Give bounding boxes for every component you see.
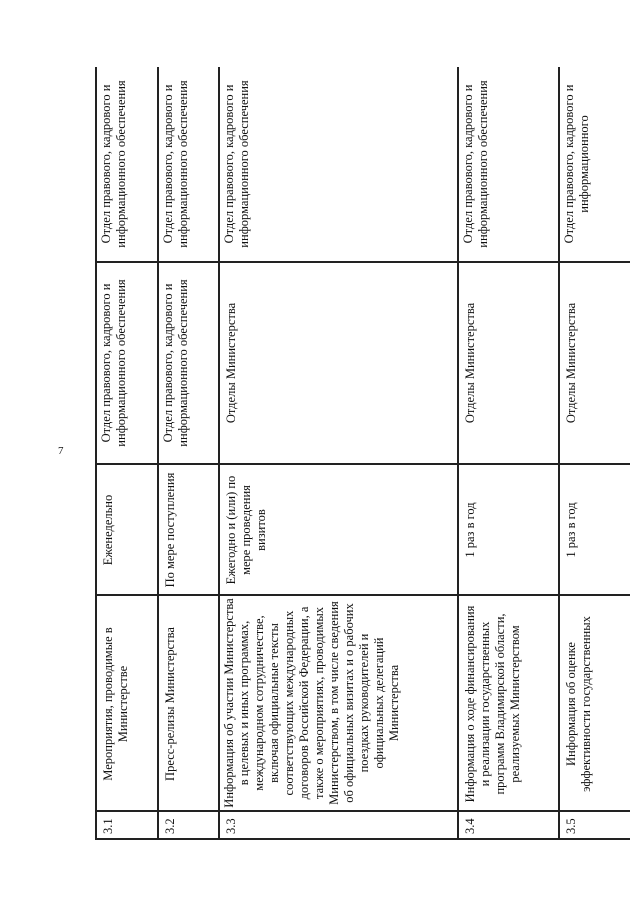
row-number: 3.4 [463, 818, 477, 834]
source-cell: Отдел правового, кадрового и информационного обеспечения [161, 279, 190, 447]
frequency-cell: По мере поступления [163, 472, 177, 588]
events-table [95, 67, 630, 840]
frequency-cell: 1 раз в год [564, 502, 578, 558]
row-divider [157, 67, 159, 840]
column-divider [95, 811, 630, 813]
column-divider [95, 464, 630, 466]
column-divider [95, 595, 630, 597]
responsible-cell: Отдел правового, кадрового и информационного обеспечения [222, 80, 251, 248]
event-cell: Мероприятия, проводимые в Министерстве [101, 627, 130, 781]
column-divider [95, 262, 630, 264]
source-cell: Отделы Министерства [564, 302, 578, 424]
frequency-cell: Ежегодно и (или) по мере проведения визитов [224, 475, 268, 585]
source-cell: Отделы Министерства [224, 302, 238, 424]
source-cell: Отделы Министерства [463, 302, 477, 424]
table-border-left [95, 839, 630, 841]
event-cell: Информация об оценке эффективности государственных [564, 616, 593, 792]
responsible-cell: Отдел правового, кадрового и информационного обеспечения [99, 80, 128, 248]
responsible-cell: Отдел правового, кадрового и информационного обеспечения [161, 80, 190, 248]
source-cell: Отдел правового, кадрового и информационного обеспечения [99, 279, 128, 447]
row-number: 3.1 [101, 818, 115, 834]
event-cell: Информация о ходе финансирования и реализации государственных программ Владимирской области, реализуемых Министерством [463, 605, 522, 803]
responsible-cell: Отдел правового, кадрового и информационного обеспечения [461, 80, 490, 248]
event-cell: Информация об участии Министерства в целевых и иных программах, международном сотрудничестве, включая официальные тексты соответствующих международных договоров Российской Федерации, а также о мероприятиях, проводимых Министерством, в том числе сведения об официальных визитах и о рабочих поездках руководителей и официальных делегаций Министерства [222, 598, 401, 808]
frequency-cell: Еженедельно [101, 494, 115, 566]
event-cell: Пресс-релизы Министерства [163, 627, 177, 781]
row-number: 3.5 [564, 818, 578, 834]
page-number: 7 [58, 445, 64, 457]
row-divider [457, 67, 459, 840]
row-number: 3.2 [163, 818, 177, 834]
row-divider [218, 67, 220, 840]
responsible-cell: Отдел правового, кадрового и информационного [562, 84, 591, 244]
row-number: 3.3 [224, 818, 238, 834]
row-divider [558, 67, 560, 840]
frequency-cell: 1 раз в год [463, 502, 477, 558]
table-border-top [95, 67, 97, 840]
